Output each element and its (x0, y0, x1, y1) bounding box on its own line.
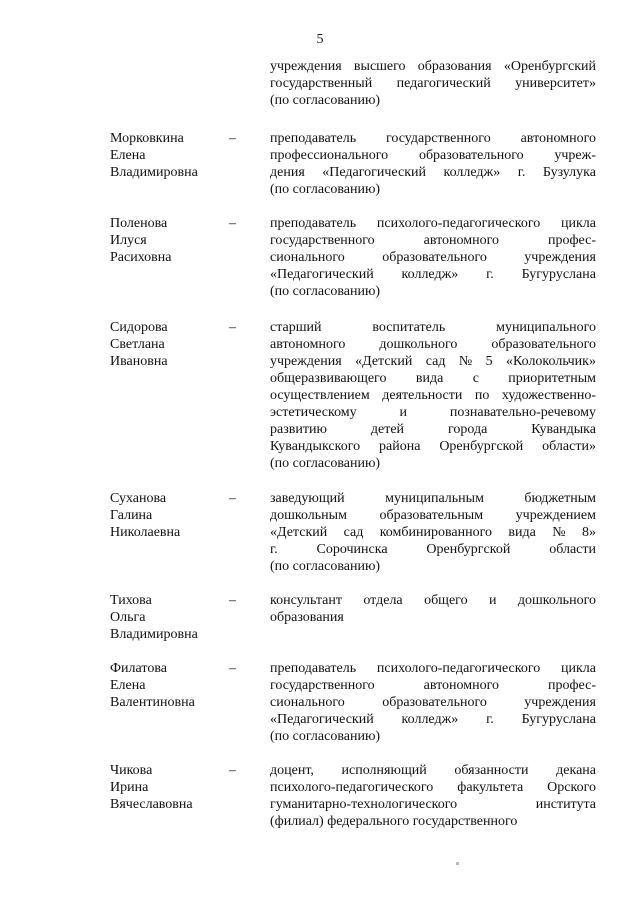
position-line: учреждения «Детский сад № 5 «Колокольчик» (270, 354, 596, 369)
member-name-part: Филатова (110, 661, 167, 676)
member-position (270, 660, 596, 745)
position-line: дошкольным образовательным учреждением (270, 508, 596, 523)
member-name-part: Чикова (110, 763, 153, 778)
position-line: общеразвивающего вида с приоритетным (270, 371, 596, 386)
position-line: «Педагогический колледж» г. Бугуруслана (270, 267, 596, 282)
member-name-part: Морковкина (110, 131, 184, 146)
member-name-part: Светлана (110, 337, 165, 352)
member-name-part: Галина (110, 508, 153, 523)
position-line: развитию детей города Кувандыка (270, 422, 596, 437)
position-line: «Детский сад комбинированного вида № 8» (270, 525, 596, 540)
member-name-part: Владимировна (110, 627, 198, 642)
member-name-part: Вячеславовна (110, 797, 193, 812)
member-name (110, 490, 240, 541)
member-name-part: Ивановна (110, 354, 168, 369)
member-name-part: Валентиновна (110, 695, 195, 710)
position-line: (по согласованию) (270, 729, 381, 744)
member-name-part: Елена (110, 148, 146, 163)
position-line: государственного автономного профес- (270, 678, 596, 693)
position-line: преподаватель государственного автономного (270, 131, 596, 146)
continuation-line: (по согласованию) (270, 93, 381, 108)
member-name-part: Елена (110, 678, 146, 693)
position-line: осуществлением деятельности по художественно- (270, 388, 596, 403)
position-line: консультант отдела общего и дошкольного (270, 593, 596, 608)
position-line: эстетическому и познавательно-речевому (270, 405, 596, 420)
member-position (270, 592, 596, 626)
position-line: гуманитарно-технологического института (270, 797, 596, 812)
member-name-part: Ольга (110, 610, 146, 625)
position-line: дения «Педагогический колледж» г. Бузулука (270, 165, 596, 180)
position-line: доцент, исполняющий обязанности декана (270, 763, 596, 778)
member-name (110, 660, 240, 711)
member-name-part: Ирина (110, 780, 149, 795)
member-name (110, 130, 240, 181)
position-line: (по согласованию) (270, 456, 381, 471)
dash-separator: – (229, 320, 236, 335)
dash-separator: – (229, 216, 236, 231)
continuation-line: учреждения высшего образования «Оренбургский (270, 59, 596, 74)
member-name-part: Расиховна (110, 250, 172, 265)
member-position (270, 490, 596, 575)
position-line: государственного автономного профес- (270, 233, 596, 248)
dash-separator: – (229, 763, 236, 778)
continuation-text (270, 58, 596, 109)
position-line: заведующий муниципальным бюджетным (270, 491, 596, 506)
member-name-part: Владимировна (110, 165, 198, 180)
position-line: старший воспитатель муниципального (270, 320, 596, 335)
dash-separator: – (229, 661, 236, 676)
member-position (270, 130, 596, 198)
member-name-part: Илуся (110, 233, 147, 248)
position-line: сионального образовательного учреждения (270, 695, 596, 710)
position-line: (по согласованию) (270, 284, 381, 299)
position-line: Кувандыкского района Оренбургской области» (270, 439, 596, 454)
member-name (110, 215, 240, 266)
dash-separator: – (229, 593, 236, 608)
position-line: профессионального образовательного учреж- (270, 148, 596, 163)
member-name-part: Николаевна (110, 525, 181, 540)
position-line: г. Сорочинска Оренбургской области (270, 542, 596, 557)
member-name (110, 762, 240, 813)
position-line: (по согласованию) (270, 559, 381, 574)
member-position (270, 215, 596, 300)
position-line: «Педагогический колледж» г. Бугуруслана (270, 712, 596, 727)
continuation-line: государственный педагогический университет» (270, 76, 596, 91)
position-line: автономного дошкольного образовательного (270, 337, 596, 352)
member-name (110, 319, 240, 370)
page-number: 5 (316, 32, 324, 47)
member-position (270, 762, 596, 830)
position-line: образования (270, 610, 344, 625)
position-line: преподаватель психолого-педагогического цикла (270, 216, 596, 231)
position-line: сионального образовательного учреждения (270, 250, 596, 265)
member-name (110, 592, 240, 643)
dash-separator: – (229, 491, 236, 506)
member-name-part: Суханова (110, 491, 167, 506)
member-name-part: Поленова (110, 216, 168, 231)
member-position (270, 319, 596, 472)
scan-speck (456, 862, 459, 865)
position-line: (филиал) федерального государственного (270, 814, 518, 829)
position-line: (по согласованию) (270, 182, 381, 197)
position-line: психолого-педагогического факультета Орского (270, 780, 596, 795)
dash-separator: – (229, 131, 236, 146)
member-name-part: Сидорова (110, 320, 168, 335)
member-name-part: Тихова (110, 593, 152, 608)
position-line: преподаватель психолого-педагогического цикла (270, 661, 596, 676)
